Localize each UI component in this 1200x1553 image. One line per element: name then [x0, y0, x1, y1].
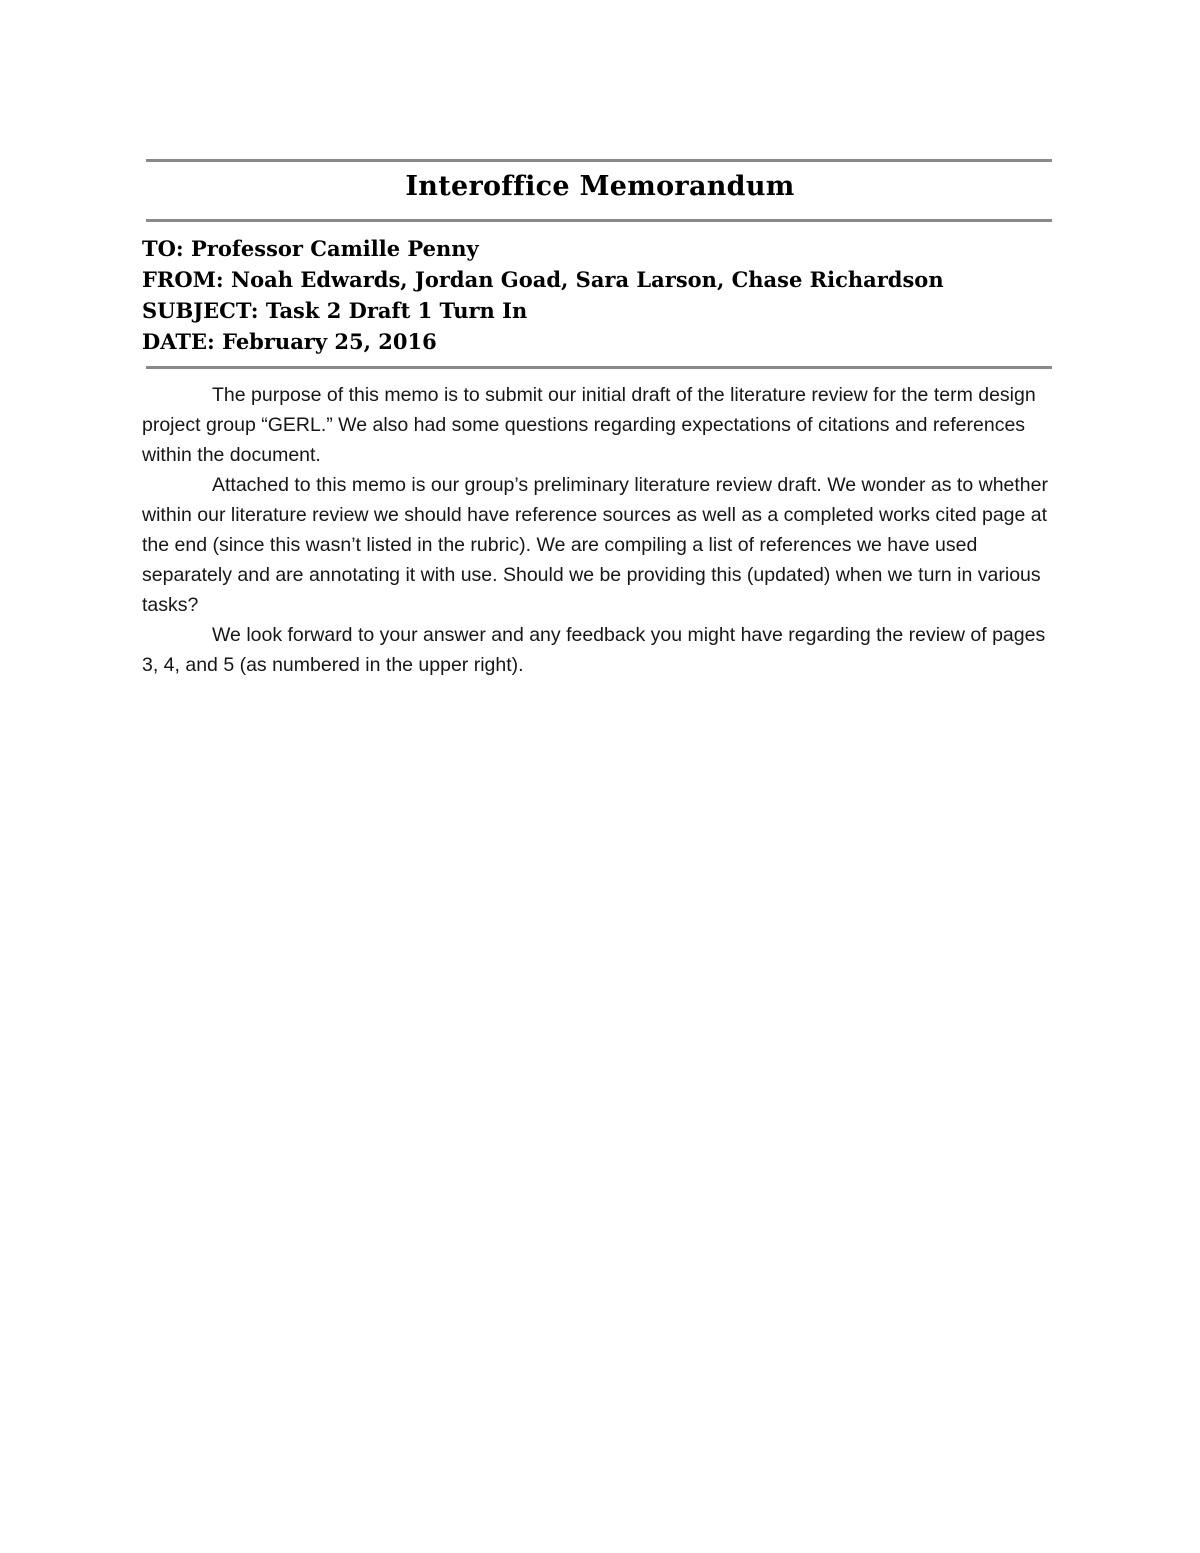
body-paragraph-1: The purpose of this memo is to submit our initial draft of the literature review for the term design project group “GERL.” We also had some questions regarding expectations of citations and references within the document. [142, 384, 1036, 466]
field-date [142, 326, 1058, 357]
memo-content [142, 159, 1058, 680]
field-subject-label: SUBJECT: [142, 298, 259, 323]
top-rule [146, 159, 1052, 162]
field-subject-value: Task 2 Draft 1 Turn In [265, 298, 528, 323]
memo-body [142, 380, 1058, 680]
field-date-value: February 25, 2016 [222, 329, 437, 354]
header-bottom-rule [146, 366, 1052, 369]
field-to-value: Professor Camille Penny [190, 236, 479, 261]
field-subject [142, 295, 1058, 326]
field-date-label: DATE: [142, 329, 215, 354]
field-to [142, 233, 1058, 264]
memo-header-fields [142, 233, 1058, 357]
field-from [142, 264, 1058, 295]
title-bottom-rule [146, 219, 1052, 222]
field-from-label: FROM: [142, 267, 224, 292]
field-to-label: TO: [142, 236, 184, 261]
body-paragraph-2: Attached to this memo is our group’s preliminary literature review draft. We wonder as to whether within our literature review we should have reference sources as well as a completed works cited page at the end (since this wasn’t listed in the rubric). We are compiling a list of references we have used separately and are annotating it with use. Should we be providing this (updated) when we turn in various tasks? [142, 474, 1048, 616]
body-paragraph-3: We look forward to your answer and any feedback you might have regarding the review of pages 3, 4, and 5 (as numbered in the upper right). [142, 624, 1046, 676]
field-from-value: Noah Edwards, Jordan Goad, Sara Larson, Chase Richardson [230, 267, 944, 292]
memo-title: Interoffice Memorandum [405, 171, 795, 202]
